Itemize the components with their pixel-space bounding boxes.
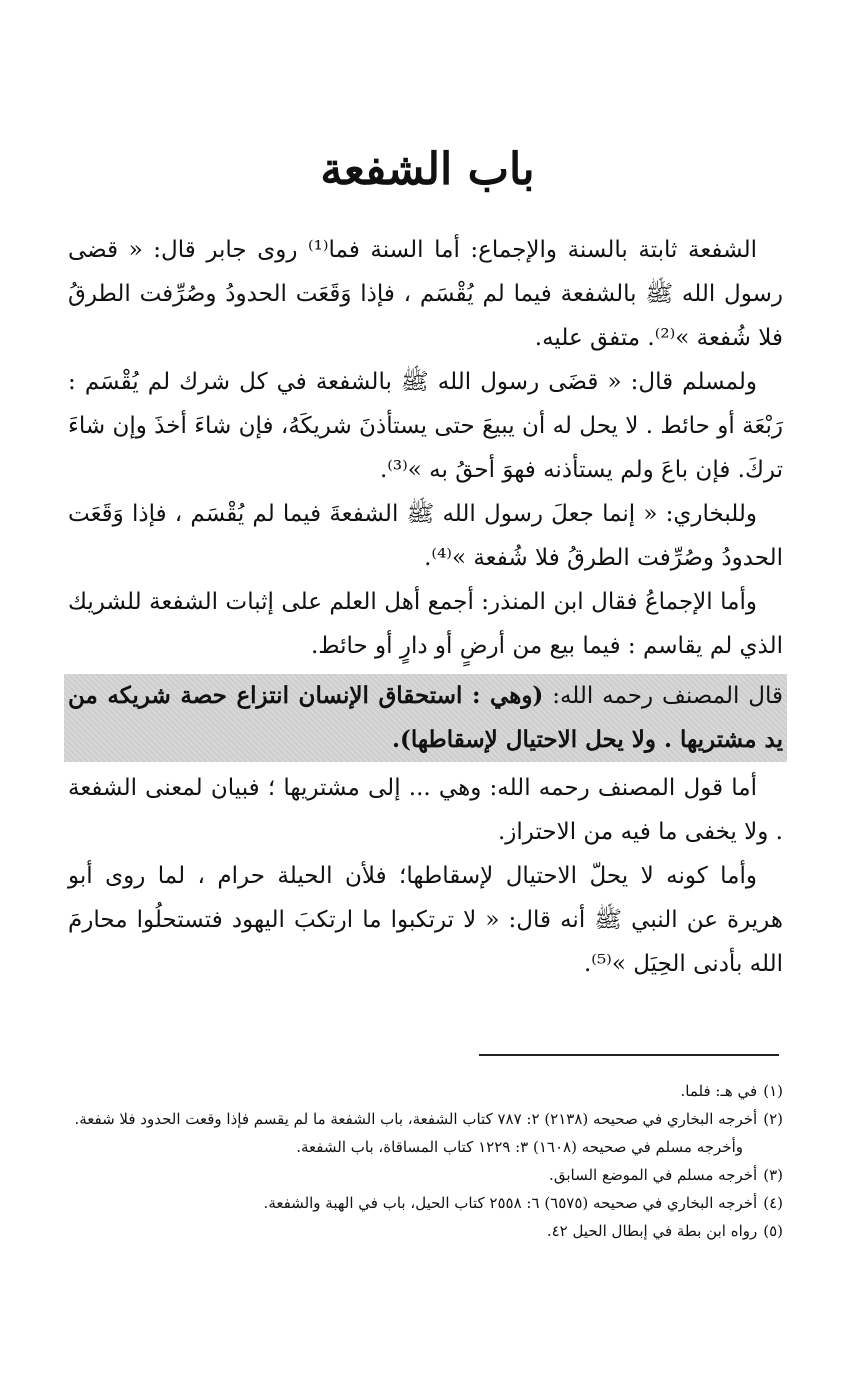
footnote-divider [479, 1054, 779, 1056]
footnote-number: (٤) [763, 1194, 783, 1212]
footnote-text: في هـ: فلما. [680, 1082, 758, 1100]
footnote-2-continued [68, 1134, 783, 1160]
matn-text: (وهي : استحقاق الإنسان انتزاع حصة شريكه من يد مشتريها . ولا يحل الاحتيال لإسقاطها). [68, 682, 783, 753]
footnote-number: (٥) [763, 1222, 783, 1240]
footnote-text: أخرجه البخاري في صحيحه (٦٥٧٥) ٦: ٢٥٥٨ كتاب الحيل، باب في الهبة والشفعة. [263, 1194, 758, 1212]
paragraph-ijma: وأما الإجماعُ فقال ابن المنذر: أجمع أهل العلم على إثبات الشفعة للشريك الذي لم يقاسم : فيما بيع من أرضٍ أو دارٍ أو حائط. [68, 589, 783, 659]
footnote-5 [68, 1218, 783, 1244]
footnotes [68, 1076, 783, 1246]
footnote-number: (٢) [763, 1110, 783, 1128]
footnote-text: أخرجه مسلم في الموضع السابق. [549, 1166, 758, 1184]
paragraph-sunnah: الشفعة ثابتة بالسنة والإجماع: أما السنة فما⁽¹⁾ روى جابر قال: « قضى رسول الله ﷺ بالشفعة فيما لم يُقْسَم ، فإذا وَقَعَت الحدودُ وصُرِّفت الطرقُ فلا شُفعة »⁽²⁾. متفق عليه. [68, 237, 783, 351]
main-text [68, 228, 783, 986]
footnote-2 [68, 1106, 783, 1132]
footnote-1 [68, 1078, 783, 1104]
paragraph-hiyal: وأما كونه لا يحلّ الاحتيال لإسقاطها؛ فلأن الحيلة حرام ، لما روى أبو هريرة عن النبي ﷺ أنه قال: « لا ترتكبوا ما ارتكبَ اليهود فتستحلُوا محارمَ الله بأدنى الحِيَل »⁽⁵⁾. [68, 863, 783, 977]
footnote-text: وأخرجه مسلم في صحيحه (١٦٠٨) ٣: ١٢٢٩ كتاب المساقاة، باب الشفعة. [296, 1138, 743, 1156]
footnote-text: أخرجه البخاري في صحيحه (٢١٣٨) ٢: ٧٨٧ كتاب الشفعة، باب الشفعة ما لم يقسم فإذا وقعت الحدود فلا شفعة. [74, 1110, 758, 1128]
footnote-3 [68, 1162, 783, 1188]
paragraph-bukhari: وللبخاري: « إنما جعلَ رسول الله ﷺ الشفعةَ فيما لم يُقْسَم ، فإذا وَقَعَت الحدودُ وصُرِّفت الطرقُ فلا شُفعة »⁽⁴⁾. [68, 501, 783, 571]
paragraph-muslim: ولمسلم قال: « قضَى رسول الله ﷺ بالشفعة في كل شرك لم يُقْسَم : رَبْعَة أو حائط . لا يحل له أن يبيعَ حتى يستأذنَ شريكَهُ، فإن شاءَ أخذَ وإن شاءَ تركَ. فإن باعَ ولم يستأذنه فهوَ أحقُ به »⁽³⁾. [68, 369, 783, 483]
matn-highlight [64, 674, 787, 762]
footnote-4 [68, 1190, 783, 1216]
footnote-number: (١) [763, 1082, 783, 1100]
paragraph-definition: أما قول المصنف رحمه الله: وهي ... إلى مشتريها ؛ فبيان لمعنى الشفعة . ولا يخفى ما فيه من الاحتراز. [68, 775, 783, 845]
matn-lead: قال المصنف رحمه الله: [543, 683, 783, 709]
footnote-number: (٣) [763, 1166, 783, 1184]
footnote-text: رواه ابن بطة في إبطال الحيل ٤٢. [546, 1222, 758, 1240]
chapter-title: باب الشفعة [320, 144, 535, 195]
